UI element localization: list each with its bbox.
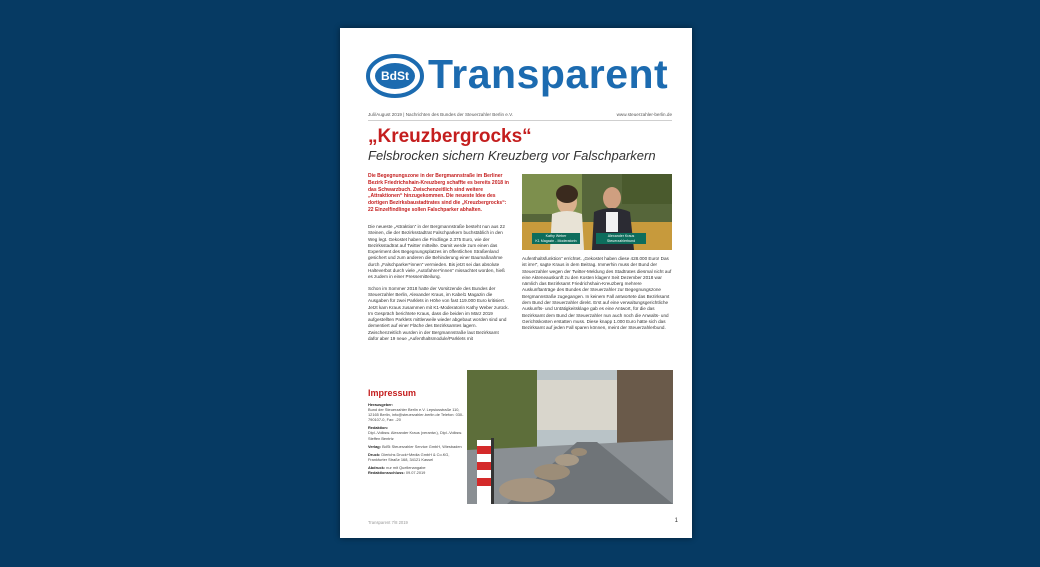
article-intro: Die Begegnungszone in der Bergmannstraße im Berliner Bezirk Friedrichshain-Kreuzberg schaffte es bereits 2018 in das Schwarzbuch. Zwischenzeitlich sind weitere „Attraktionen“ hinzugekommen. Die neueste Idee des dortigen Bezirksbaustadtrates sind die „Kreuzbergrocks“: 22 Einzelfindlinge sollen Falschparker abhalten. (368, 173, 509, 213)
article-paragraph: Schon im Sommer 2018 hatte der Vorsitzende des Bundes der Steuerzahler Berlin, Alexander Kraus, im Kabel1 Magazin die Ausgaben für zwei Parklets in Höhe von fast 119.000 Euro kritisiert. Jetzt kam Kraus zusammen mit K1-Moderatorin Kathy Weber zurück. Im Gespräch berichtete Kraus, dass die beiden im März 2019 aufgestellten Parklets mittlerweile wieder abgebaut worden sind und dementiert auf einer Fläche des Bezirksamtes lagern. Zwischenzeitlich wurden in der Bergmannstraße laut Bezirksamt dafür aber 19 neue „Aufenthaltsmodule/Parklets mit (368, 285, 509, 342)
impressum-label: Herausgeber: (368, 402, 394, 407)
caption-left-role: K1 Magazin - Moderatorin (535, 238, 577, 243)
street-rocks-photo (467, 370, 673, 504)
logo-badge-text: BdSt (381, 69, 409, 83)
caption-left-name: Kathy Weber (545, 234, 567, 238)
impressum-block (368, 402, 468, 478)
impressum-title: Impressum (368, 388, 417, 398)
impressum-label: Abdruck: (368, 464, 386, 470)
impressum-editors: Dipl.-Volksw. Alexander Kraus (verantw.), Dipl.-Volksw. Steffen Bentrtz (368, 430, 463, 441)
impressum-label: Druck: (368, 451, 381, 457)
article-paragraph: Die neueste „Attraktion“ in der Bergmannstraße besteht nun aus 22 Steinen, die der Bezirksstadtrat Falschparkern buchstäblich in den Weg legt. Gekostet haben die Findlinge 2.375 Euro, wie der Bezirksstadtrat auf Twitter mitteilte. Damit werde zum einen das Experiment des Begegnungsplatzes im öffentlichen Straßenland gesichert und zum anderen die Behinderung einer Baumaßnahme durch „Falschparker*innen“ vermieden. Bis jetzt sei das absolute Halteverbot durch viele „Autofahrer*innen“ missachtet worden, hieß es zudem in einer Pressemitteilung. (368, 224, 505, 280)
impressum-label: Redaktionsschluss: (368, 470, 405, 476)
masthead-divider (368, 120, 672, 121)
footer-issue: Transparent 7/8 2019 (368, 520, 408, 525)
impressum-label: Redaktion: (368, 425, 389, 431)
article-headline: „Kreuzbergrocks“ (368, 126, 532, 147)
caption-right-name: Alexander Kraus (607, 234, 635, 238)
caption-right-role: Steuerzahlerbund (606, 238, 636, 243)
interview-photo (522, 174, 672, 250)
impressum-deadline: 09.07.2019 (405, 470, 426, 476)
issue-line: Juli/August 2019 | Nachrichten des Bundes der Steuerzahler Berlin e.V. (368, 112, 514, 117)
street-rocks-scene (467, 370, 673, 504)
impressum-label: Verlag: (368, 443, 381, 449)
impressum-reprint: nur mit Quellenangabe (386, 464, 426, 470)
page-number: 1 (674, 518, 678, 524)
impressum-publisher: Bund der Steuerzahler Berlin e.V. Lepsiusstraße 110, 12165 Berlin, info@steuerzahler-berlin.de Telefon: 030-790107-0, Fax: -20 (368, 407, 464, 423)
article-column-left (368, 224, 510, 347)
caption-right (596, 233, 646, 244)
article-column-right (522, 256, 672, 337)
caption-left (532, 233, 580, 244)
newsletter-page (340, 28, 692, 538)
website-link[interactable]: www.steuerzahler-berlin.de (616, 112, 672, 117)
article-subheadline: Felsbrocken sichern Kreuzberg vor Falschparkern (368, 148, 656, 163)
article-paragraph: Aufenthaltsfunktion“ errichtet. „Gekostet haben diese 428.000 Euro! Das ist irre!“, sagte Kraus in dem Beitrag. Immerhin muss der Bund der Steuerzahler wegen der Twitter-Meldung des Stadtrates diesmal nicht auf eine Akteneauskunft zu den Kosten klagen! Seit Dezember 2018 war nämlich das Bezirksamt Friedrichshain-Kreuzberg mehrere Auskunftanträge des Bundes der Steuerzahler zur Begegnungszone Bergmannstraße zugegangen. In keinem Fall antwortete das Bezirksamt dem Bund der Steuerzahler direkt. Erst auf eine verwaltungsgerichtliche Auskunfts- und Untätigkeitsklage gab es eine Antwort, für die das Bezirksamt dem Bund der Steuerzahler nun auch noch die Anwalts- und Gerichtskosten erstatten muss. Diese knapp 1.000 Euro hätte sich das Bezirksamt auf jeden Fall sparen können, meint der Steuerzahlerbund. (522, 256, 672, 331)
impressum-publishing: BdSt Steuerzahler Service GmbH, Wiesbaden (382, 443, 462, 449)
bdst-logo-icon (366, 54, 424, 98)
impressum-print: Dierichs Druck+Media GmbH & Co.KG, Frankfurter Straße 168, 34121 Kassel (368, 451, 450, 462)
masthead-title: Transparent (428, 51, 669, 97)
